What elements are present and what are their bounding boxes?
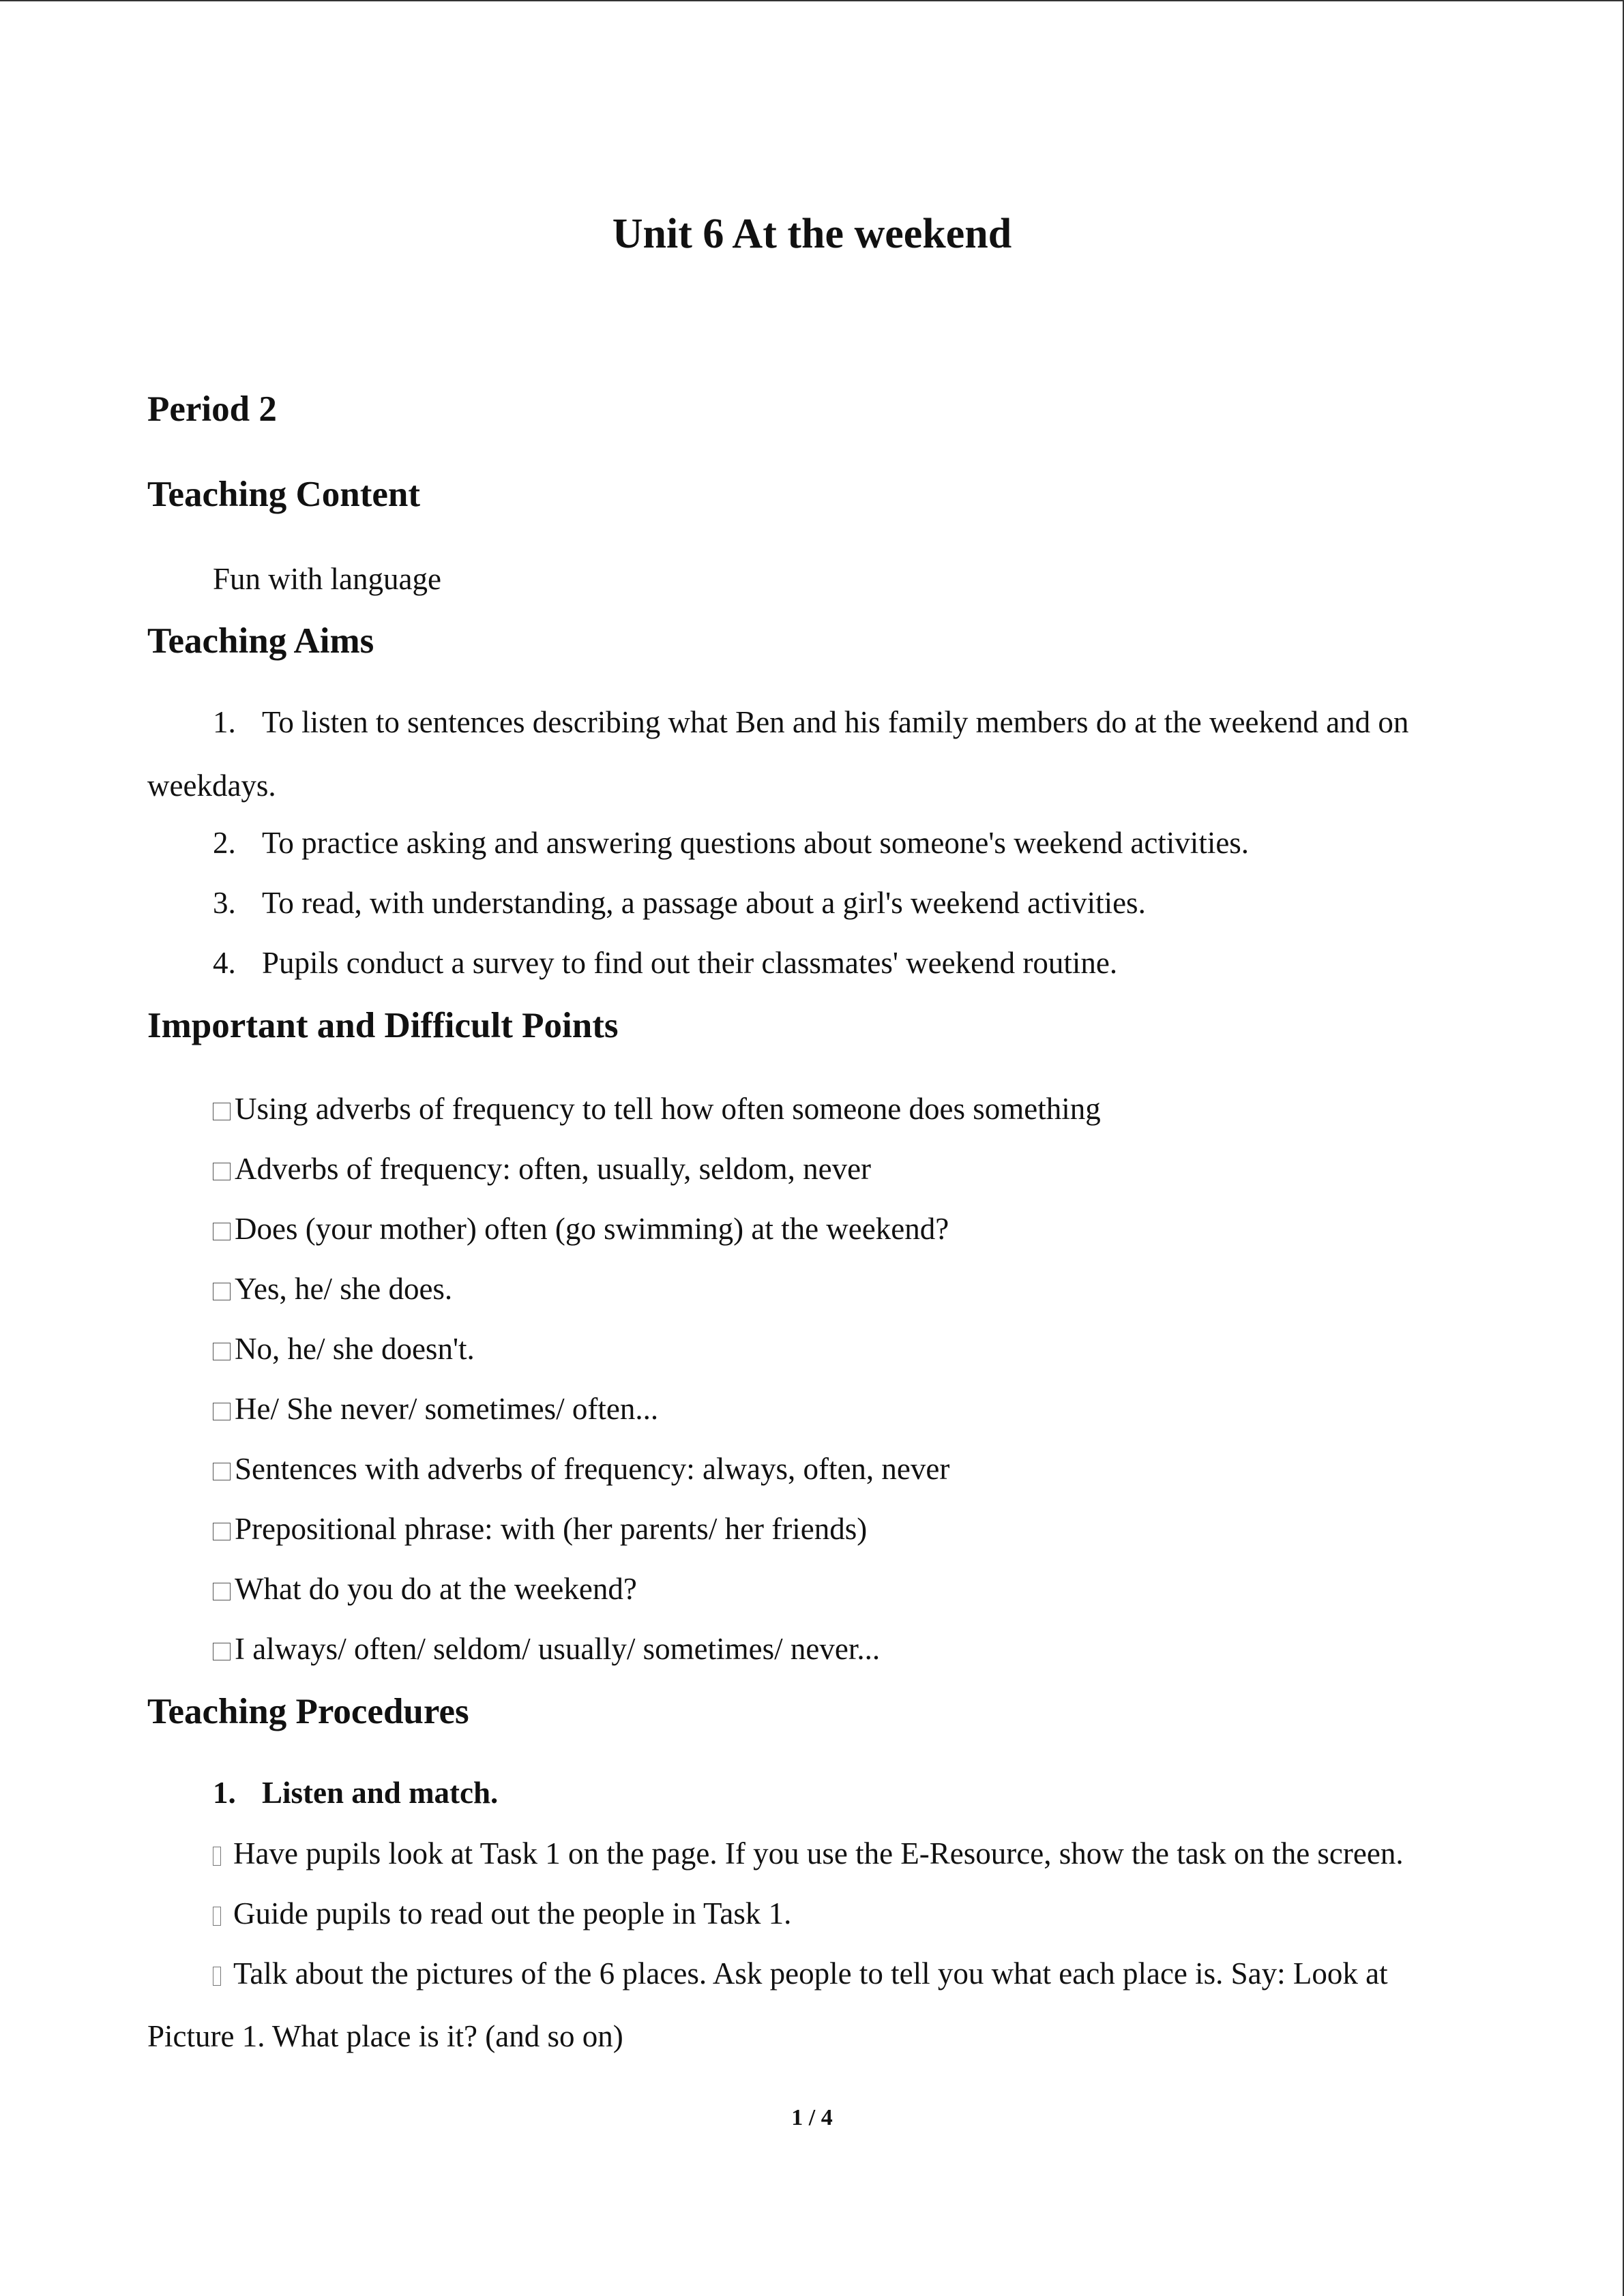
aim-text: To practice asking and answering questions about someone's weekend activities. — [262, 826, 1250, 860]
bullet-text: Have pupils look at Task 1 on the page. If you use the E-Resource, show the task on the screen. — [233, 1836, 1404, 1870]
checkbox-icon — [213, 1223, 231, 1240]
bullet-text: Talk about the pictures of the 6 places. Ask people to tell you what each place is. Say: Look at — [233, 1956, 1388, 1991]
aim-item — [213, 825, 1249, 861]
document-title: Unit 6 At the weekend — [612, 211, 1012, 257]
checkbox-icon — [213, 1283, 231, 1300]
point-text: Does (your mother) often (go swimming) at the weekend? — [235, 1212, 949, 1246]
point-item — [213, 1091, 1101, 1127]
checkbox-icon — [213, 1103, 231, 1120]
checkbox-icon — [213, 1343, 231, 1360]
bullet-text: Guide pupils to read out the people in Task 1. — [233, 1896, 792, 1930]
teaching-aims-heading: Teaching Aims — [147, 621, 374, 661]
point-item — [213, 1271, 452, 1307]
teaching-content-heading: Teaching Content — [147, 475, 421, 514]
point-text: He/ She never/ sometimes/ often... — [235, 1392, 659, 1426]
checkbox-icon — [213, 1523, 231, 1540]
point-item — [213, 1331, 475, 1367]
procedure-bullet — [213, 1896, 791, 1931]
checkbox-icon — [213, 1583, 231, 1600]
point-text: Using adverbs of frequency to tell how often someone does something — [235, 1092, 1101, 1126]
point-item — [213, 1631, 880, 1667]
aim-continuation: weekdays. — [147, 769, 276, 803]
point-item — [213, 1451, 949, 1487]
aim-item — [213, 885, 1146, 921]
aim-number: 4. — [213, 946, 236, 980]
aim-number: 2. — [213, 826, 236, 860]
point-item — [213, 1391, 658, 1427]
teaching-content-text: Fun with language — [213, 562, 441, 596]
point-item — [213, 1211, 949, 1247]
aim-text: To listen to sentences describing what Ben and his family members do at the weekend and on — [262, 705, 1409, 739]
procedure-bullet — [213, 1956, 1388, 1991]
point-text: Adverbs of frequency: often, usually, seldom, never — [235, 1152, 872, 1186]
point-text: Prepositional phrase: with (her parents/ her friends) — [235, 1512, 868, 1546]
checkbox-icon — [213, 1163, 231, 1180]
aim-text: To read, with understanding, a passage about a girl's weekend activities. — [262, 886, 1146, 920]
aim-number: 1. — [213, 705, 236, 739]
point-text: Yes, he/ she does. — [235, 1272, 453, 1306]
aim-text: Pupils conduct a survey to find out their classmates' weekend routine. — [262, 946, 1118, 980]
bullet-icon — [213, 1847, 221, 1866]
important-points-heading: Important and Difficult Points — [147, 1006, 619, 1045]
point-item — [213, 1571, 637, 1607]
point-item — [213, 1151, 871, 1187]
checkbox-icon — [213, 1643, 231, 1660]
aim-number: 3. — [213, 886, 236, 920]
aim-item — [213, 704, 1408, 740]
point-text: Sentences with adverbs of frequency: always, often, never — [235, 1452, 950, 1486]
point-text: What do you do at the weekend? — [235, 1572, 637, 1606]
point-text: I always/ often/ seldom/ usually/ sometimes/ never... — [235, 1632, 881, 1666]
procedure-step-title — [213, 1775, 498, 1810]
step-number: 1. — [213, 1776, 236, 1810]
aim-item — [213, 945, 1117, 981]
page-number: 1 / 4 — [791, 2105, 833, 2130]
point-text: No, he/ she doesn't. — [235, 1332, 475, 1366]
bullet-icon — [213, 1907, 221, 1926]
point-item — [213, 1511, 867, 1547]
teaching-procedures-heading: Teaching Procedures — [147, 1692, 469, 1731]
checkbox-icon — [213, 1463, 231, 1480]
procedure-bullet — [213, 1836, 1404, 1871]
checkbox-icon — [213, 1403, 231, 1420]
procedure-continuation: Picture 1. What place is it? (and so on) — [147, 2019, 623, 2053]
bullet-icon — [213, 1967, 221, 1986]
step-title-text: Listen and match. — [262, 1776, 499, 1810]
period-heading: Period 2 — [147, 389, 277, 429]
